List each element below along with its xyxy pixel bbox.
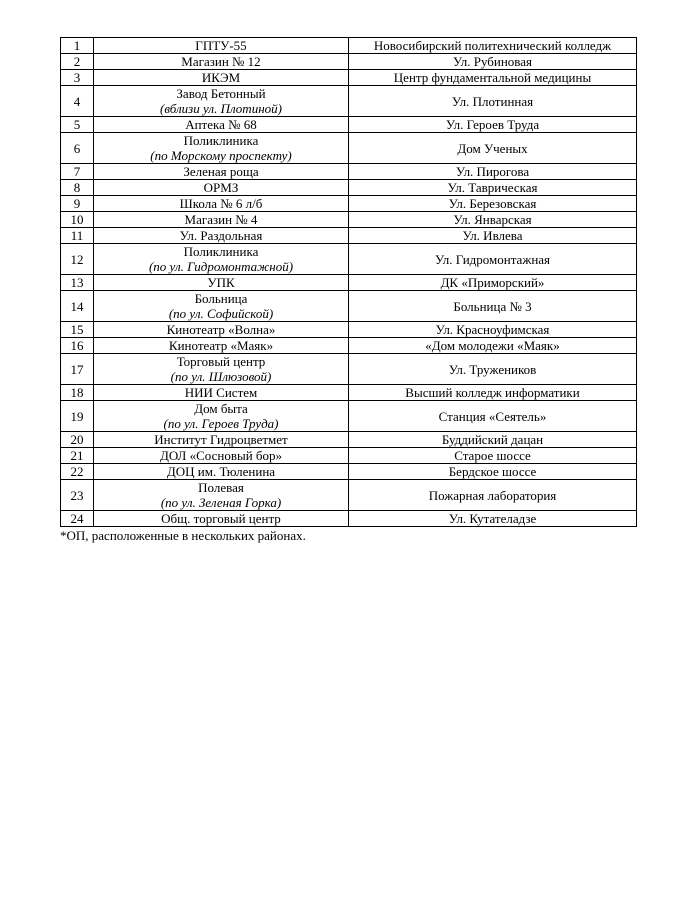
destination-cell: «Дом молодежи «Маяк» [349, 338, 637, 354]
table-row [61, 432, 637, 448]
destination-cell: Пожарная лаборатория [349, 480, 637, 511]
destination-cell: Станция «Сеятель» [349, 401, 637, 432]
stop-name: Аптека № 68 [185, 117, 257, 132]
table-row [61, 228, 637, 244]
stop-name: Поликлиника [183, 133, 259, 148]
destination-cell: Новосибирский политехнический колледж [349, 38, 637, 54]
stop-name-cell [94, 401, 349, 432]
stop-name-cell [94, 180, 349, 196]
row-number: 19 [61, 401, 94, 432]
stop-location-note: (по ул. Гидромонтажной) [148, 259, 294, 274]
table-row [61, 448, 637, 464]
stop-name: Общ. торговый центр [161, 511, 281, 526]
destination-cell: Ул. Январская [349, 212, 637, 228]
row-number: 2 [61, 54, 94, 70]
destination-cell: ДК «Приморский» [349, 275, 637, 291]
stop-name-cell [94, 432, 349, 448]
stop-name: Институт Гидроцветмет [154, 432, 288, 447]
stop-name-cell [94, 480, 349, 511]
stop-name: Завод Бетонный [176, 86, 266, 101]
destination-cell: Ул. Рубиновая [349, 54, 637, 70]
row-number: 3 [61, 70, 94, 86]
stop-name-cell [94, 244, 349, 275]
stop-name: ИКЭМ [201, 70, 241, 85]
destination-cell: Дом Ученых [349, 133, 637, 164]
destination-cell: Высший колледж информатики [349, 385, 637, 401]
row-number: 10 [61, 212, 94, 228]
table-row [61, 338, 637, 354]
stop-location-note: (по ул. Шлюзовой) [170, 369, 272, 384]
destination-cell: Ул. Березовская [349, 196, 637, 212]
stop-name-cell [94, 275, 349, 291]
stop-name-cell [94, 117, 349, 133]
stop-name: Кинотеатр «Волна» [166, 322, 276, 337]
stop-name-cell [94, 196, 349, 212]
stop-name-cell [94, 464, 349, 480]
row-number: 24 [61, 511, 94, 527]
stop-name-cell [94, 228, 349, 244]
stop-name-cell [94, 133, 349, 164]
destination-cell: Старое шоссе [349, 448, 637, 464]
row-number: 20 [61, 432, 94, 448]
stop-name: Торговый центр [176, 354, 266, 369]
row-number: 5 [61, 117, 94, 133]
destination-cell: Ул. Кутателадзе [349, 511, 637, 527]
stop-name-cell [94, 70, 349, 86]
stop-name: ДОЦ им. Тюленина [166, 464, 276, 479]
destination-cell: Центр фундаментальной медицины [349, 70, 637, 86]
table-row [61, 464, 637, 480]
stop-name-cell [94, 385, 349, 401]
row-number: 8 [61, 180, 94, 196]
table-row [61, 511, 637, 527]
table-row [61, 133, 637, 164]
stop-name-cell [94, 38, 349, 54]
stop-name: ДОЛ «Сосновый бор» [159, 448, 283, 463]
destination-cell: Бердское шоссе [349, 464, 637, 480]
stop-name: НИИ Систем [184, 385, 258, 400]
table-row [61, 322, 637, 338]
table-row [61, 180, 637, 196]
table-row [61, 54, 637, 70]
stop-name: Полевая [198, 480, 244, 495]
row-number: 17 [61, 354, 94, 385]
table-row [61, 244, 637, 275]
stop-name-cell [94, 164, 349, 180]
row-number: 7 [61, 164, 94, 180]
stop-name-cell [94, 322, 349, 338]
table-row [61, 70, 637, 86]
stop-name-cell [94, 354, 349, 385]
stop-name: ОРМЗ [203, 180, 239, 195]
stop-location-note: (по ул. Софийской) [168, 306, 274, 321]
stop-name-cell [94, 338, 349, 354]
row-number: 12 [61, 244, 94, 275]
row-number: 6 [61, 133, 94, 164]
stop-location-note: (по ул. Зеленая Горка) [160, 495, 282, 510]
table-row [61, 117, 637, 133]
row-number: 4 [61, 86, 94, 117]
stop-location-note: (по ул. Героев Труда) [163, 416, 279, 431]
stops-table [60, 37, 637, 527]
row-number: 16 [61, 338, 94, 354]
stop-name-cell [94, 448, 349, 464]
row-number: 13 [61, 275, 94, 291]
document-page [60, 37, 635, 543]
destination-cell: Ул. Гидромонтажная [349, 244, 637, 275]
stop-name: Магазин № 12 [181, 54, 261, 69]
row-number: 18 [61, 385, 94, 401]
stop-name: Школа № 6 л/б [179, 196, 263, 211]
row-number: 22 [61, 464, 94, 480]
destination-cell: Ул. Красноуфимская [349, 322, 637, 338]
table-row [61, 38, 637, 54]
stop-name: Магазин № 4 [184, 212, 258, 227]
stop-name-cell [94, 212, 349, 228]
row-number: 23 [61, 480, 94, 511]
destination-cell: Ул. Ивлева [349, 228, 637, 244]
table-row [61, 385, 637, 401]
stop-name-cell [94, 54, 349, 70]
row-number: 14 [61, 291, 94, 322]
stop-name: Кинотеатр «Маяк» [168, 338, 274, 353]
row-number: 11 [61, 228, 94, 244]
stop-location-note: (по Морскому проспекту) [150, 148, 292, 163]
destination-cell: Буддийский дацан [349, 432, 637, 448]
destination-cell: Ул. Таврическая [349, 180, 637, 196]
stop-name-cell [94, 86, 349, 117]
row-number: 21 [61, 448, 94, 464]
table-row [61, 86, 637, 117]
stop-name: Зеленая роща [183, 164, 259, 179]
stops-table-body [61, 38, 637, 527]
row-number: 15 [61, 322, 94, 338]
stop-location-note: (вблизи ул. Плотиной) [160, 101, 282, 116]
table-row [61, 212, 637, 228]
footnote: *ОП, расположенные в нескольких районах. [60, 528, 306, 543]
destination-cell: Больница № 3 [349, 291, 637, 322]
row-number: 9 [61, 196, 94, 212]
destination-cell: Ул. Плотинная [349, 86, 637, 117]
table-row [61, 480, 637, 511]
destination-cell: Ул. Героев Труда [349, 117, 637, 133]
destination-cell: Ул. Тружеников [349, 354, 637, 385]
stop-name: Дом быта [194, 401, 248, 416]
stop-name: Поликлиника [183, 244, 259, 259]
table-row [61, 196, 637, 212]
stop-name: ГПТУ-55 [195, 38, 247, 53]
table-row [61, 354, 637, 385]
table-row [61, 275, 637, 291]
table-row [61, 164, 637, 180]
table-row [61, 291, 637, 322]
stop-name-cell [94, 291, 349, 322]
stop-name: УПК [207, 275, 235, 290]
stop-name-cell [94, 511, 349, 527]
stop-name: Больница [194, 291, 248, 306]
table-row [61, 401, 637, 432]
destination-cell: Ул. Пирогова [349, 164, 637, 180]
stop-name: Ул. Раздольная [179, 228, 263, 243]
row-number: 1 [61, 38, 94, 54]
